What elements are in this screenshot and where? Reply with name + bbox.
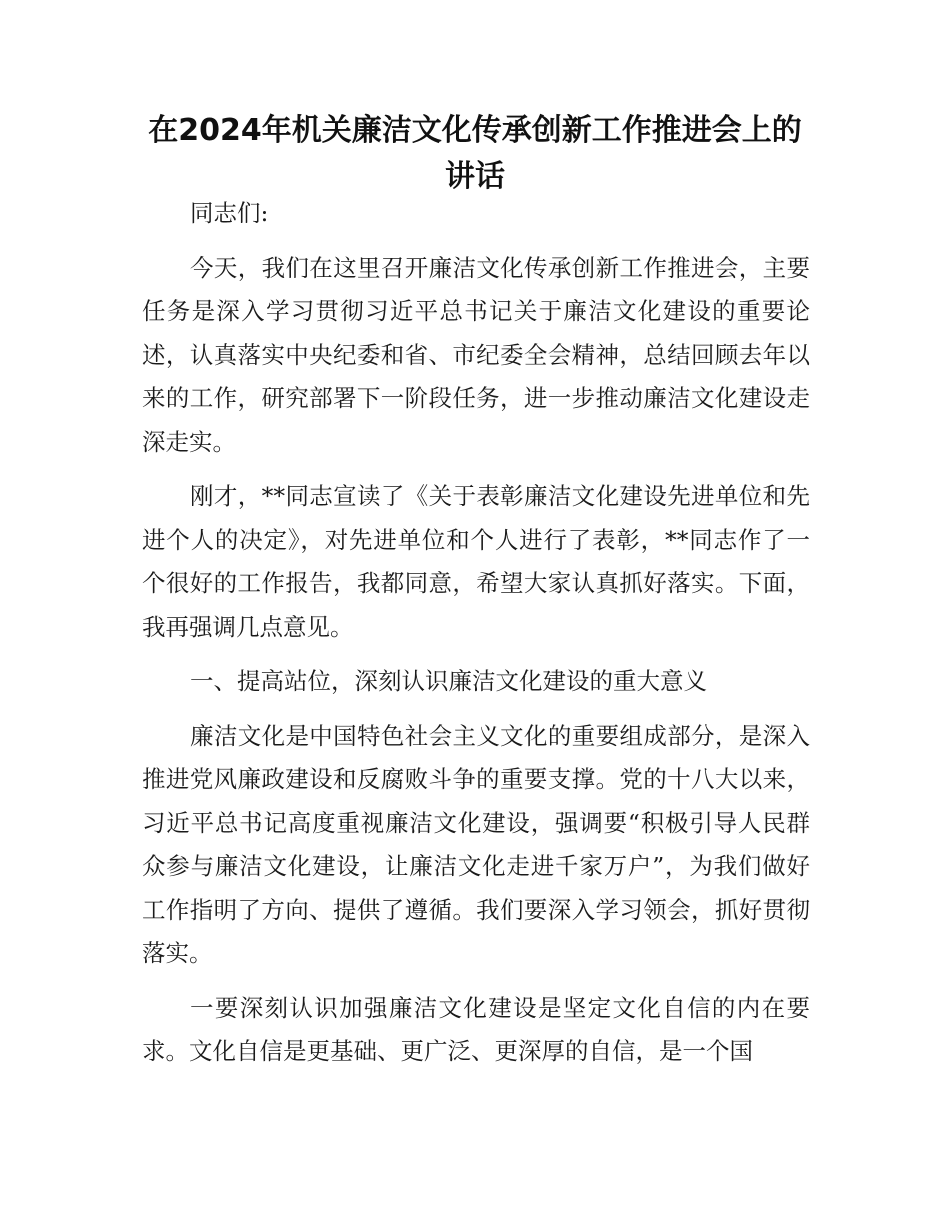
document-title: 在2024年机关廉洁文化传承创新工作推进会上的讲话 — [148, 113, 802, 194]
document-body — [142, 192, 810, 1085]
paragraph-commendation: 刚才，**同志宣读了《关于表彰廉洁文化建设先进单位和先进个人的决定》，对先进单位和个人进行了表彰，**同志作了一个很好的工作报告，我都同意，希望大家认真抓好落实。下面，我再强调几点意见。 — [142, 482, 810, 641]
salutation: 同志们: — [190, 199, 269, 227]
paragraph-point-one: 一要深刻认识加强廉洁文化建设是坚定文化自信的内在要求。文化自信是更基础、更广泛、更深厚的自信，是一个国 — [142, 993, 810, 1065]
paragraph-opening: 今天，我们在这里召开廉洁文化传承创新工作推进会，主要任务是深入学习贯彻习近平总书记关于廉洁文化建设的重要论述，认真落实中央纪委和省、市纪委全会精神，总结回顾去年以来的工作，研究部署下一阶段任务，进一步推动廉洁文化建设走深走实。 — [142, 253, 810, 456]
section-heading: 一、提高站位，深刻认识廉洁文化建设的重大意义 — [190, 667, 707, 695]
paragraph-section-intro: 廉洁文化是中国特色社会主义文化的重要组成部分，是深入推进党风廉政建设和反腐败斗争的重要支撑。党的十八大以来，习近平总书记高度重视廉洁文化建设，强调要“积极引导人民群众参与廉洁文化建设，让廉洁文化走进千家万户”，为我们做好工作指明了方向、提供了遵循。我们要深入学习领会，抓好贯彻落实。 — [142, 721, 810, 967]
